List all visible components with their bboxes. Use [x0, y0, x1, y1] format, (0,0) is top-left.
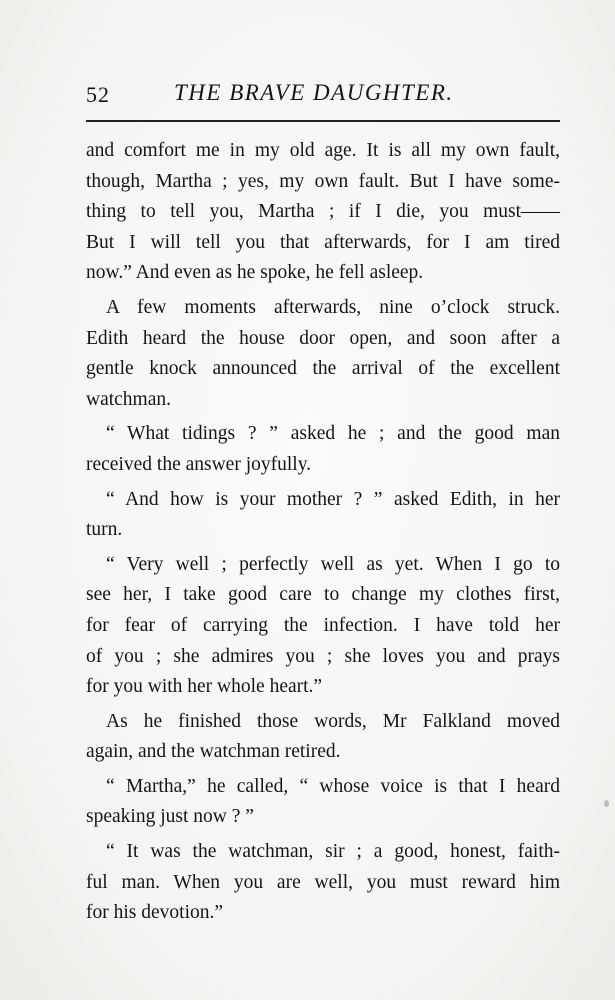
paper-speck [604, 800, 609, 807]
text-line: “ Very well ; perfectly well as yet. When I go to [106, 553, 560, 575]
text-line: for his devotion.” [86, 902, 224, 924]
text-line: “ Martha,” he called, “ whose voice is that I heard [106, 775, 560, 797]
running-title: THE BRAVE DAUGHTER. [174, 80, 454, 105]
header-rule [86, 120, 560, 122]
text-line: and comfort me in my old age. It is all my own fault, [86, 140, 560, 161]
text-line: now.” And even as he spoke, he fell asleep. [86, 262, 424, 284]
text-line: for you with her whole heart.” [86, 676, 323, 698]
text-line: speaking just now ? ” [86, 806, 254, 828]
text-line: again, and the watchman retired. [86, 741, 341, 763]
text-line: received the answer joyfully. [86, 453, 312, 475]
text-line: turn. [86, 519, 123, 541]
text-line: ful man. When you are well, you must reward him [86, 871, 560, 893]
text-line: for fear of carrying the infection. I have told her [86, 614, 560, 636]
page-header [86, 74, 560, 114]
page-number: 52 [86, 82, 110, 107]
text-line: “ It was the watchman, sir ; a good, honest, faith- [106, 841, 560, 863]
text-line: “ And how is your mother ? ” asked Edith, in her [106, 488, 560, 510]
text-line: gentle knock announced the arrival of the excellent [86, 358, 560, 380]
text-line: But I will tell you that afterwards, for I am tired [86, 231, 560, 253]
text-line: “ What tidings ? ” asked he ; and the good man [106, 423, 560, 445]
text-line: Edith heard the house door open, and soon after a [86, 327, 560, 349]
text-line: though, Martha ; yes, my own fault. But I have some- [86, 170, 560, 192]
text-line: watchman. [86, 388, 172, 410]
text-line: see her, I take good care to change my clothes first, [86, 584, 560, 606]
text-line: As he finished those words, Mr Falkland moved [106, 710, 560, 732]
text-line: A few moments afterwards, nine o’clock struck. [106, 296, 560, 318]
text-line: thing to tell you, Martha ; if I die, you must—— [86, 201, 560, 223]
body-text [86, 136, 560, 929]
text-line: of you ; she admires you ; she loves you and prays [86, 645, 560, 667]
